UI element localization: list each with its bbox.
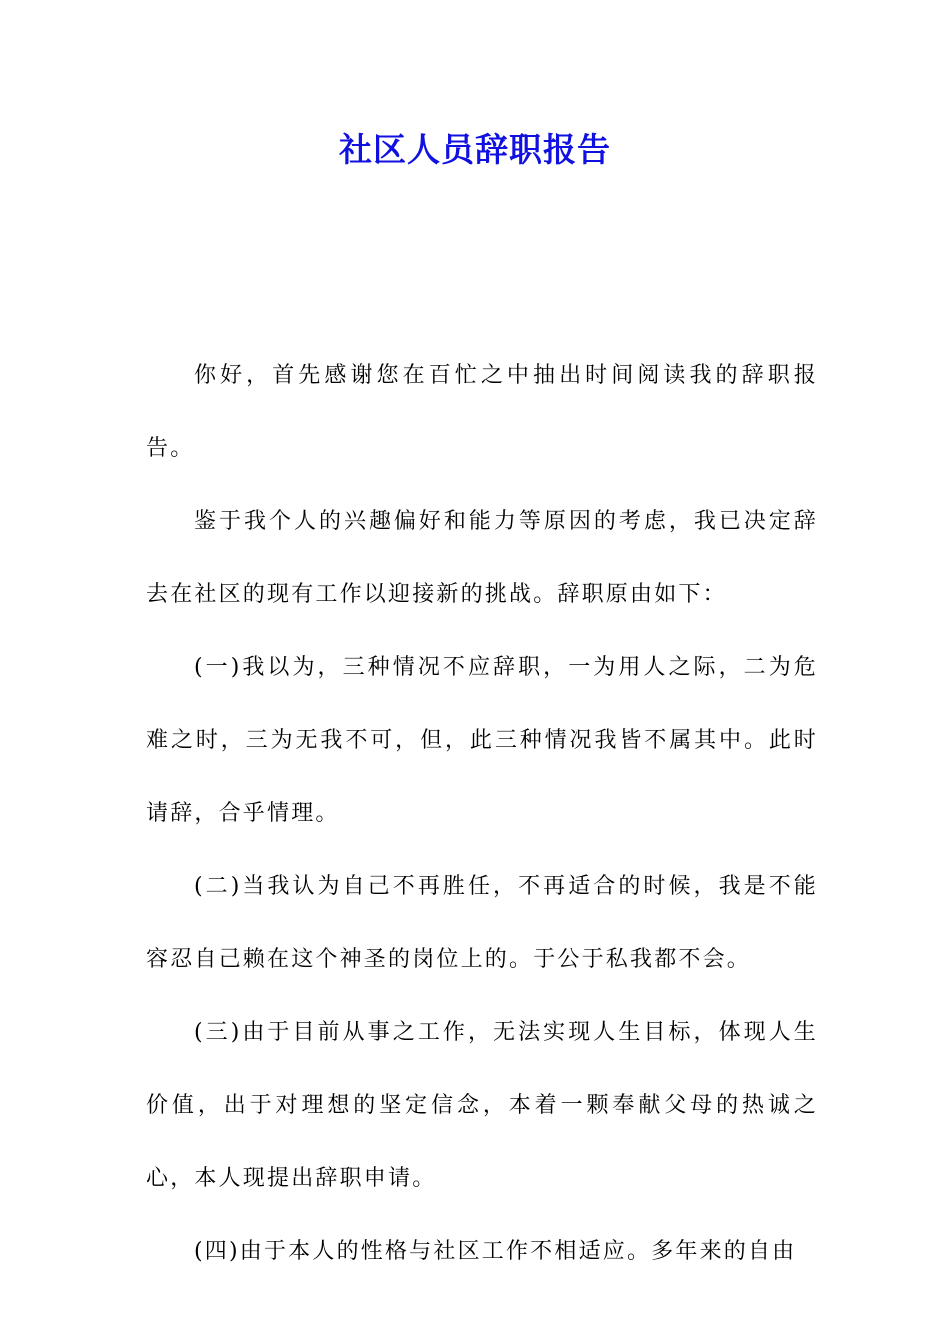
paragraph-reason-2: (二)当我认为自己不再胜任，不再适合的时候，我是不能容忍自己赖在这个神圣的岗位上的。于公于私我都不会。 bbox=[146, 874, 818, 972]
document-title: 社区人员辞职报告 bbox=[339, 130, 611, 169]
document-body bbox=[146, 339, 818, 1288]
paragraph-reason-4: (四)由于本人的性格与社区工作不相适应。多年来的自由 bbox=[194, 1239, 797, 1264]
paragraph-greeting: 你好，首先感谢您在百忙之中抽出时间阅读我的辞职报告。 bbox=[146, 363, 818, 461]
paragraph-reason-1: (一)我以为，三种情况不应辞职，一为用人之际，二为危难之时，三为无我不可，但，此三种情况我皆不属其中。此时请辞，合乎情理。 bbox=[146, 655, 818, 826]
paragraph-reason-3: (三)由于目前从事之工作，无法实现人生目标，体现人生价值，出于对理想的坚定信念，本着一颗奉献父母的热诚之心，本人现提出辞职申请。 bbox=[146, 1020, 818, 1191]
paragraph-decision: 鉴于我个人的兴趣偏好和能力等原因的考虑，我已决定辞去在社区的现有工作以迎接新的挑战。辞职原由如下： bbox=[146, 509, 818, 607]
